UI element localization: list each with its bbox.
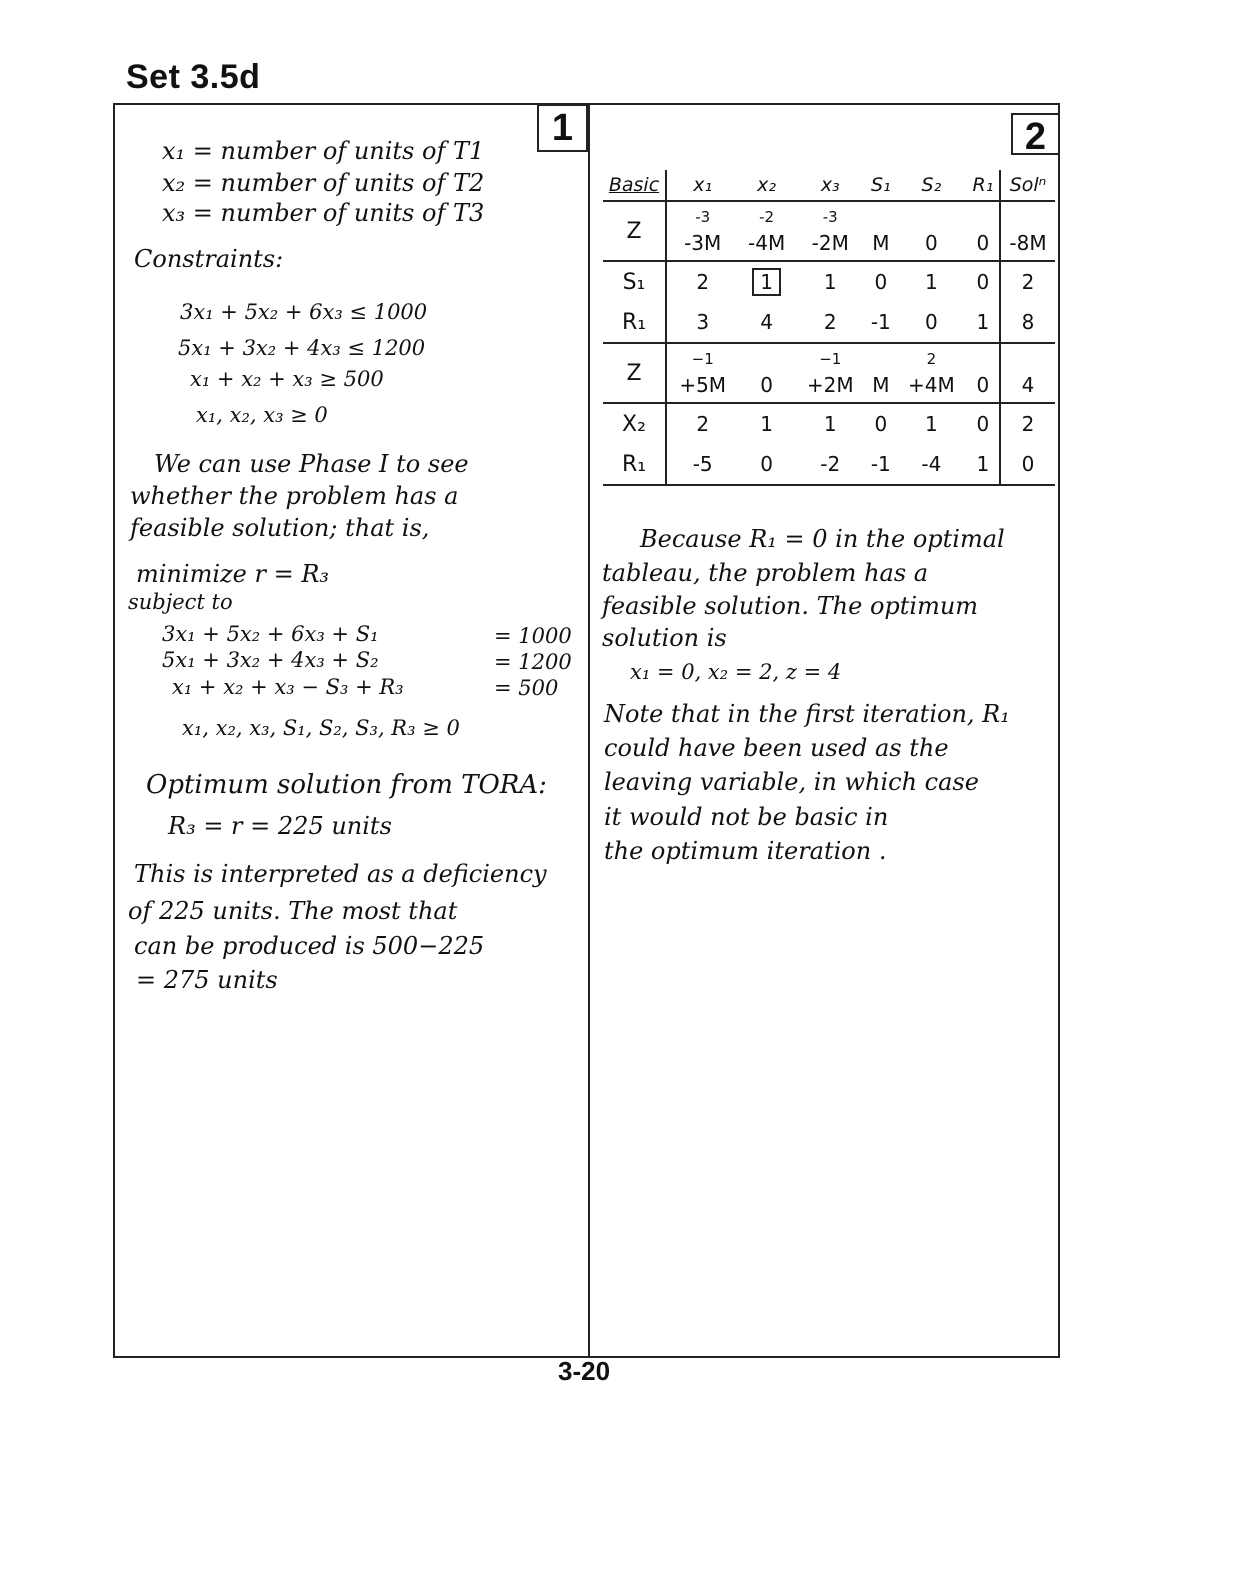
z2-top-s1 xyxy=(866,343,896,368)
row4-s1: -1 xyxy=(866,444,896,485)
because-line-3: feasible solution. The optimum xyxy=(602,592,979,620)
z2-top-s2: 2 xyxy=(896,343,967,368)
z2-s1: M xyxy=(872,373,890,397)
table-row xyxy=(603,403,1055,444)
row2-basic: R₁ xyxy=(603,302,666,343)
table-row xyxy=(603,302,1055,343)
row4-x2: 0 xyxy=(738,444,794,485)
row4-r1: 1 xyxy=(967,444,1000,485)
note-line-2: could have been used as the xyxy=(604,734,949,762)
phase-text-line-3: feasible solution; that is, xyxy=(130,514,430,542)
panel-number-1: 1 xyxy=(537,104,588,152)
system-eq-1-rhs: = 1000 xyxy=(494,624,572,648)
row3-x2: 1 xyxy=(738,403,794,444)
z1-x2: -4M xyxy=(748,231,786,255)
note-line-5: the optimum iteration . xyxy=(604,837,887,865)
row1-solution: 2 xyxy=(1000,261,1055,302)
z2-main-row xyxy=(603,368,1055,403)
z1-top-row xyxy=(603,201,1055,226)
because-line-2: tableau, the problem has a xyxy=(602,559,929,587)
row3-basic: X₂ xyxy=(603,403,666,444)
row4-s2: -4 xyxy=(896,444,967,485)
z1-solution: -8M xyxy=(1000,226,1055,261)
tora-label: Optimum solution from TORA: xyxy=(146,770,547,800)
pivot-element: 1 xyxy=(752,268,781,296)
interpretation-line-1: This is interpreted as a deficiency xyxy=(134,860,547,888)
definition-x1: x₁ = number of units of T1 xyxy=(162,137,485,165)
definition-x2: x₂ = number of units of T2 xyxy=(162,169,485,197)
system-eq-3-rhs: = 500 xyxy=(494,676,559,700)
phase-text-line-2: whether the problem has a xyxy=(130,482,459,510)
z1-x3: -2M xyxy=(811,231,849,255)
system-nonneg: x₁, x₂, x₃, S₁, S₂, S₃, R₃ ≥ 0 xyxy=(182,716,460,740)
system-eq-3-lhs: x₁ + x₂ + x₃ − S₃ + R₃ xyxy=(172,675,404,699)
constraint-1: 3x₁ + 5x₂ + 6x₃ ≤ 1000 xyxy=(180,300,428,324)
z2-top-x2 xyxy=(738,343,794,368)
simplex-tableau xyxy=(603,170,1055,486)
row2-s2: 0 xyxy=(925,310,938,334)
row3-x1: 2 xyxy=(666,403,738,444)
row3-s1: 0 xyxy=(866,403,896,444)
z1-s1: M xyxy=(872,231,890,255)
row1-basic: S₁ xyxy=(603,261,666,302)
row3-r1: 0 xyxy=(967,403,1000,444)
definition-x3: x₃ = number of units of T3 xyxy=(162,199,485,227)
z2-top-x1: −1 xyxy=(666,343,738,368)
page-title: Set 3.5d xyxy=(126,58,261,96)
row2-x2: 4 xyxy=(760,310,773,334)
z2-r1: 0 xyxy=(976,373,990,397)
row2-r1: 1 xyxy=(976,310,990,334)
minimize-line: minimize r = R₃ xyxy=(136,560,330,588)
row1-s1: 0 xyxy=(866,261,896,302)
row1-x2-pivot xyxy=(738,261,794,302)
header-r1: R₁ xyxy=(967,170,1000,201)
interpretation-line-2: of 225 units. The most that xyxy=(128,897,458,925)
header-s2: S₂ xyxy=(896,170,967,201)
panel-divider xyxy=(588,103,590,1358)
row4-x3: -2 xyxy=(795,444,866,485)
z1-r1: 0 xyxy=(976,231,990,255)
header-x2: x₂ xyxy=(738,170,794,201)
row1-x3: 1 xyxy=(795,261,866,302)
z1-top-x2: -2 xyxy=(759,208,775,226)
header-x1: x₁ xyxy=(666,170,738,201)
tora-value: R₃ = r = 225 units xyxy=(168,812,392,840)
note-line-3: leaving variable, in which case xyxy=(604,768,979,796)
because-line-4: solution is xyxy=(602,624,727,652)
table-row xyxy=(603,444,1055,485)
row2-x1: 3 xyxy=(696,310,710,334)
z1-top-x1: -3 xyxy=(695,208,711,226)
z2-basic: Z xyxy=(603,343,666,403)
header-x3: x₃ xyxy=(795,170,866,201)
row1-r1: 0 xyxy=(967,261,1000,302)
row4-x1: -5 xyxy=(666,444,738,485)
z2-top-x3: −1 xyxy=(795,343,866,368)
row2-x3: 2 xyxy=(823,310,837,334)
row2-solution: 8 xyxy=(1000,302,1055,343)
phase-text-line-1: We can use Phase I to see xyxy=(154,450,469,478)
subject-to: subject to xyxy=(128,590,233,614)
row4-solution: 0 xyxy=(1000,444,1055,485)
z2-x1: +5M xyxy=(679,373,727,397)
row3-s2: 1 xyxy=(896,403,967,444)
row1-x1: 2 xyxy=(666,261,738,302)
z1-s2: 0 xyxy=(925,231,938,255)
header-s1: S₁ xyxy=(866,170,896,201)
row4-basic: R₁ xyxy=(603,444,666,485)
row3-solution: 2 xyxy=(1000,403,1055,444)
note-line-4: it would not be basic in xyxy=(604,803,889,831)
z1-basic: Z xyxy=(603,201,666,261)
row3-x3: 1 xyxy=(795,403,866,444)
row1-s2: 1 xyxy=(896,261,967,302)
z2-top-r1 xyxy=(967,343,1000,368)
tableau-header-row xyxy=(603,170,1055,201)
constraint-nonneg: x₁, x₂, x₃ ≥ 0 xyxy=(196,403,328,427)
z1-main-row xyxy=(603,226,1055,261)
optimum-solution: x₁ = 0, x₂ = 2, z = 4 xyxy=(630,660,842,684)
z2-top-row xyxy=(603,343,1055,368)
header-solution: Solⁿ xyxy=(1000,170,1055,201)
interpretation-line-3: can be produced is 500−225 xyxy=(134,932,485,960)
header-basic: Basic xyxy=(603,170,666,201)
z2-x3: +2M xyxy=(806,373,854,397)
because-line-1: Because R₁ = 0 in the optimal xyxy=(640,525,1005,553)
note-line-1: Note that in the first iteration, R₁ xyxy=(604,700,1010,728)
z2-solution: 4 xyxy=(1000,368,1055,403)
system-eq-2-lhs: 5x₁ + 3x₂ + 4x₃ + S₂ xyxy=(162,648,379,672)
z1-top-x3: -3 xyxy=(822,208,838,226)
panel-number-2: 2 xyxy=(1011,113,1060,155)
z2-s2: +4M xyxy=(908,373,955,397)
z2-x2: 0 xyxy=(760,373,773,397)
system-eq-2-rhs: = 1200 xyxy=(494,650,572,674)
page-number: 3-20 xyxy=(558,1356,611,1386)
system-eq-1-lhs: 3x₁ + 5x₂ + 6x₃ + S₁ xyxy=(162,622,379,646)
constraint-2: 5x₁ + 3x₂ + 4x₃ ≤ 1200 xyxy=(178,336,426,360)
constraints-label: Constraints: xyxy=(134,245,284,273)
constraint-3: x₁ + x₂ + x₃ ≥ 500 xyxy=(190,367,384,391)
z1-x1: -3M xyxy=(684,231,722,255)
interpretation-line-4: = 275 units xyxy=(136,966,278,994)
row2-s1: -1 xyxy=(870,310,891,334)
table-row xyxy=(603,261,1055,302)
